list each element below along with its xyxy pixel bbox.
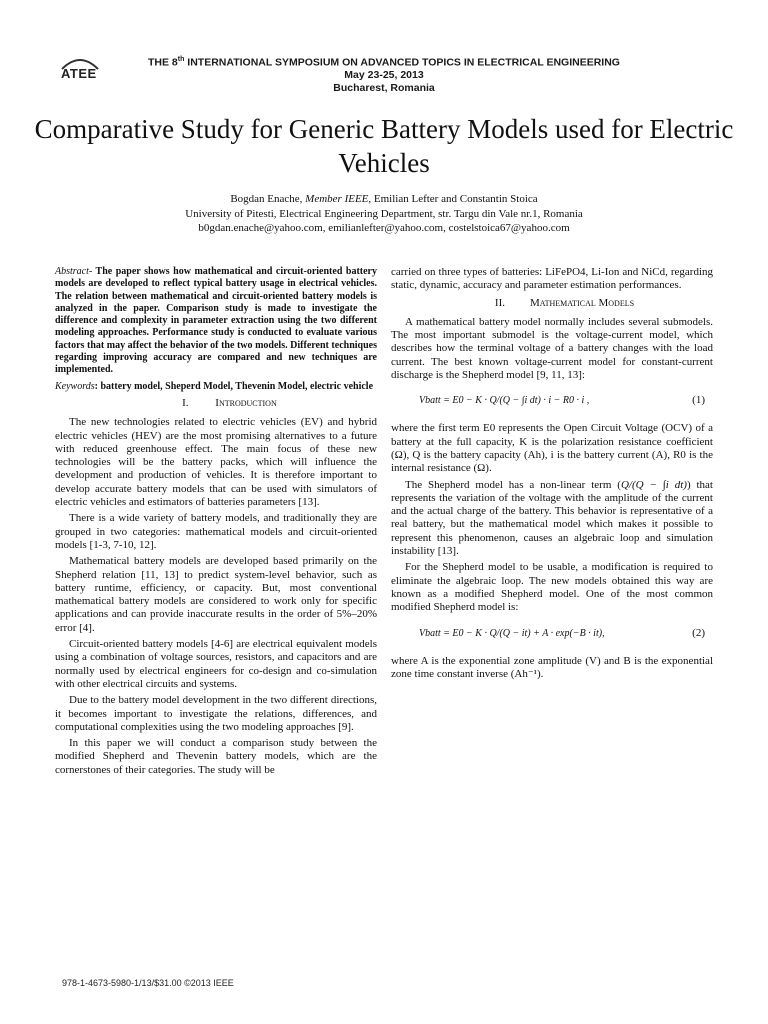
- paragraph: Circuit-oriented battery models [4-6] are electrical equivalent models using a combination of voltage sources, resistors, and capacitors and are normally used by electrical engineers for co-design and co-simulation with other electrical circuits and systems.: [55, 638, 377, 690]
- conference-title: THE 8th INTERNATIONAL SYMPOSIUM ON ADVANCED TOPICS IN ELECTRICAL ENGINEERING: [148, 56, 620, 69]
- paragraph: Due to the battery model development in the two different directions, it becomes important to investigate the relations, differences, and computational complexities using the two modeling approaches [9].: [55, 694, 377, 733]
- paragraph: carried on three types of batteries: LiFePO4, Li-Ion and NiCd, regarding static, dynamic, accuracy and parameter estimation performances.: [391, 266, 713, 292]
- paragraph: The Shepherd model has a non-linear term (Q/(Q − ∫i dt)) that represents the variation of the voltage with the amplitude of the current and the actual charge of the battery. This behavior is representative of a real battery, but the mathematical model which makes it possible to represent this phenomenon, causes an algebraic loop and simulation instability [13].: [391, 478, 713, 558]
- paragraph: The new technologies related to electric vehicles (EV) and hybrid electric vehicles (HEV) are the most promising alternatives to a future with reduced greenhouse effect. The main focus of these new technologies will be the battery packs, which will influence the development and production of vehicles. It is therefore important to develop accurate battery models that can be used with simulators of electric vehicles and estimators of batteries parameters [13].: [55, 416, 377, 509]
- keywords: Keywords: battery model, Sheperd Model, Thevenin Model, electric vehicle: [55, 380, 374, 392]
- paragraph: In this paper we will conduct a comparison study between the modified Shepherd and Thevenin battery models, which are the cornerstones of their categories. The study will be: [55, 737, 377, 776]
- paragraph: For the Shepherd model to be usable, a modification is required to eliminate the algebraic loop. The new models obtained this way are known as a modified Shepherd model. One of the most common modified Shepherd model is:: [391, 561, 713, 614]
- paragraph: where the first term E0 represents the Open Circuit Voltage (OCV) of a battery at the full capacity, K is the polarization resistance coefficient (Ω), Q is the battery capacity (Ah), i is the battery current (A), R0 is the internal resistance (Ω).: [391, 422, 713, 475]
- author-line: Bogdan Enache, Member IEEE, Emilian Lefter and Constantin Stoica: [230, 193, 538, 205]
- left-column: [55, 266, 377, 780]
- equation-body: Vbatt = E0 − K · Q/(Q − ∫i dt) · i − R0 · i ,: [419, 395, 590, 407]
- paragraph: Mathematical battery models are developed based primarily on the Shepherd relation [11, 13] to predict system-level behavior, such as battery runtime, efficiency, or capacity. But, most conventional mathematical battery models are considered to work only for specific applications and can provide inaccurate results in the order of 5%–20% error [4].: [55, 555, 377, 634]
- paragraph: A mathematical battery model normally includes several submodels. The most important submodel is the voltage-current model, which describes how the terminal voltage of a battery changes with the load current. The best known voltage-current model for constant-current discharge is the Shepherd model [9, 11, 13]:: [391, 315, 713, 382]
- equation-2: [391, 621, 713, 649]
- equation-number: (2): [692, 626, 705, 639]
- section-heading-mathematical-models: II. Mathematical Models: [494, 296, 635, 309]
- copyright-footer: 978-1-4673-5980-1/13/$31.00 ©2013 IEEE: [62, 978, 234, 988]
- equation-1: [391, 388, 713, 416]
- conference-location: Bucharest, Romania: [333, 82, 435, 94]
- affiliation: University of Pitesti, Electrical Engineering Department, str. Targu din Vale nr.1, Romania: [185, 208, 583, 220]
- section-heading-introduction: I. Introduction: [182, 396, 277, 409]
- equation-body: Vbatt = E0 − K · Q/(Q − it) + A · exp(−B · it),: [419, 627, 605, 639]
- equation-number: (1): [692, 394, 705, 407]
- logo-text: ATEE: [61, 66, 97, 81]
- conference-date: May 23-25, 2013: [344, 69, 424, 81]
- paragraph: There is a wide variety of battery models, and traditionally they are grouped in two categories: mathematical models and circuit-oriented models [1-3, 7-10, 12].: [55, 512, 377, 551]
- author-emails: b0gdan.enache@yahoo.com, emilianlefter@yahoo.com, costelstoica67@yahoo.com: [198, 222, 570, 234]
- paragraph: where A is the exponential zone amplitude (V) and B is the exponential zone time constant inverse (Ah⁻¹).: [391, 654, 713, 680]
- abstract: Abstract- The paper shows how mathematical and circuit-oriented battery models are developed to reflect typical battery usage in electrical vehicles. The relation between mathematical and circuit-oriented battery models is analyzed in the paper. Comparison study is made to investigate the difference and complexity in parameter extraction using the two different modeling approaches. Performance study is conducted to evaluate various factors that may affect the behavior of the two models. Different techniques regarding improving accuracy are compared and new techniques are implemented.: [55, 266, 377, 376]
- right-column: [391, 266, 713, 684]
- paper-title: Comparative Study for Generic Battery Models used for Electric Vehicles: [34, 114, 734, 178]
